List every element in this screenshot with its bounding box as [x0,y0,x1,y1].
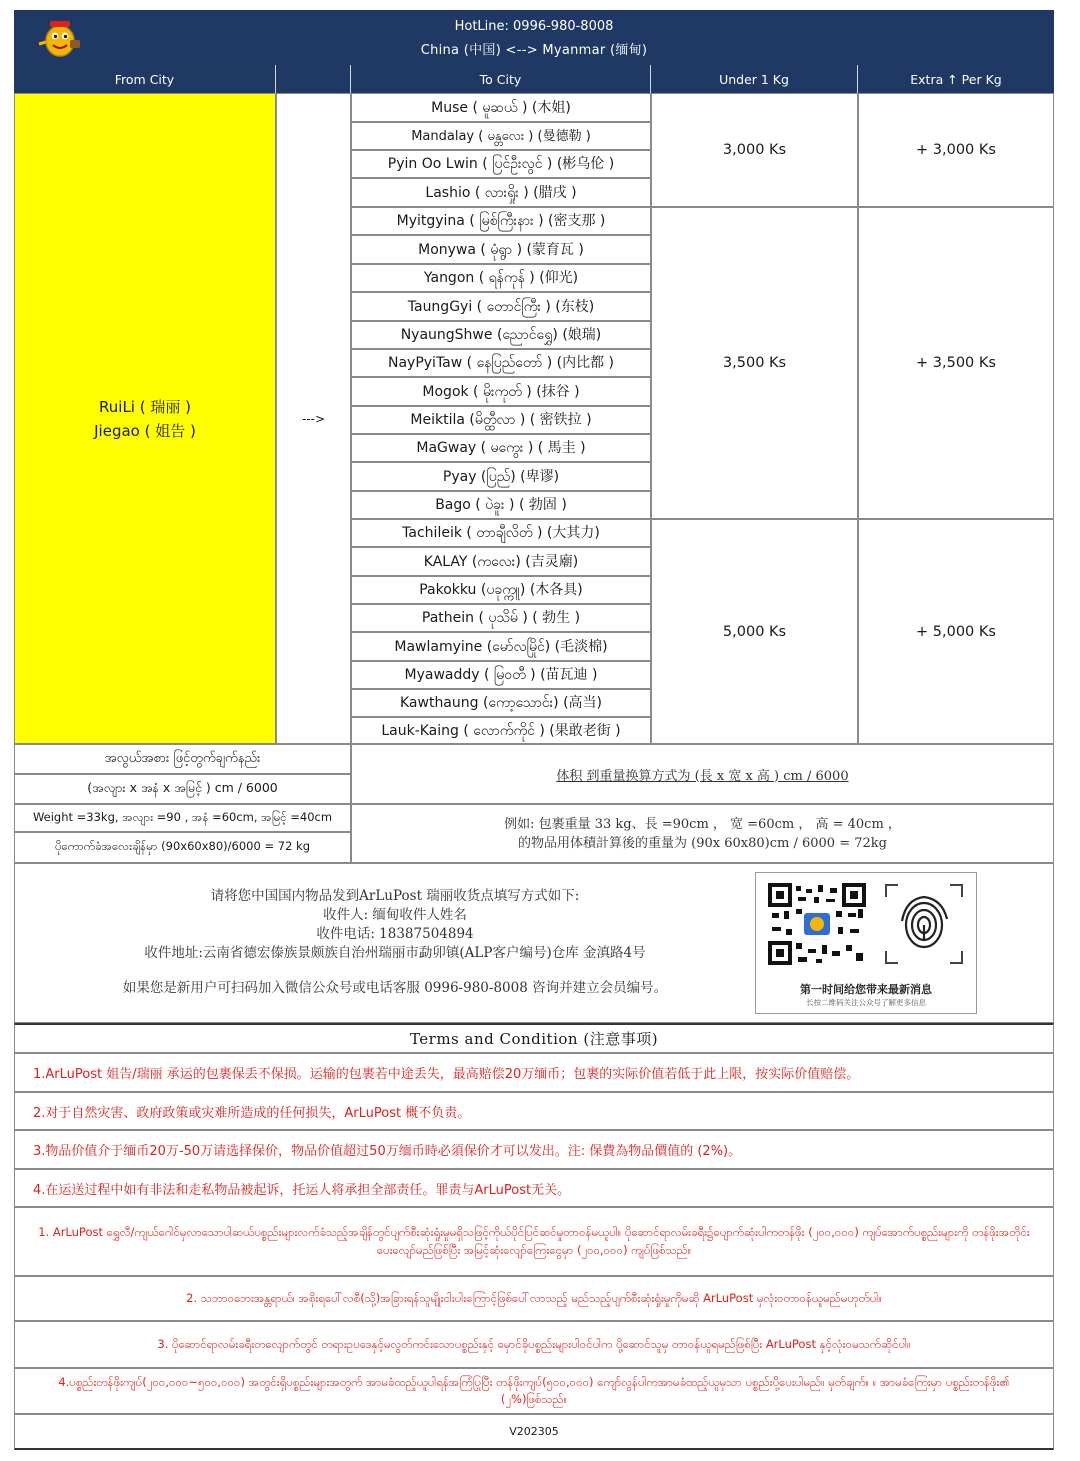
to-city: Kawthaung (ကော့သောင်း) (高当) [351,689,651,717]
address-recipient: 收件人: 缅甸收件人姓名 [323,907,467,923]
price-under-1kg: 5,000 Ks [651,519,858,744]
address-new-user-note: 如果您是新用户可扫码加入微信公众号或电话客服 0996-980-8008 咨询并建立会员编号。 [122,980,668,996]
to-city: Mawlamyine (မော်လမြိုင်) (毛淡棉) [351,632,651,661]
to-city: Pyin Oo Lwin ( ပြင်ဦးလွင် ) (彬乌伦 ) [351,150,651,178]
term-zh-2: 2.对于自然灾害、政府政策或灾难所造成的任何损失，ArLuPost 概不负责。 [14,1092,1054,1130]
price-extra-per-kg: + 3,500 Ks [858,207,1054,519]
qr-code-icon [768,883,866,965]
term-my-4: 4.ပစ္စည်းတန်ဖိုးကျပ်(၂၀၀,၀၀၀~၅၀၀,၀၀၀) အတွင်းရှိပစ္စည်းများအတွက် အာမခံထည့်ယူပါရန်အကြံပြုပြီး တန်ဖိုးကျပ်(၅၀၀,၀၀၀) ကျော်လွန်ပါကအာမခံထည့်ယူမှသာ ပစ္စည်းပို့ပေးပါမည်။ မှတ်ချက်။ ။ အာမခံကြေးမှာ ပစ္စည်းတန်ဖိုး၏ (၂%)ဖြစ်သည်။ [14,1368,1054,1414]
direction-arrow: ---> [276,93,351,744]
to-city: Mogok ( မိုးကုတ် ) (抹谷 ) [351,377,651,406]
rate-sheet [14,10,1054,1450]
route-label: China (中国) <--> Myanmar (缅甸) [420,43,648,58]
volume-example-my-2: ပိုကောက်ခံအလေးချိန်မှာ (90x60x80)/6000 = 72 kg [14,832,351,863]
from-city-ruili: RuiLi ( 瑞丽 ) [99,397,191,416]
hotline: HotLine: 0996-980-8008 [454,19,614,34]
to-city: Lauk-Kaing ( လောက်ကိုင် ) (果敢老街 ) [351,717,651,744]
price-under-1kg: 3,000 Ks [651,93,858,207]
to-city: Meiktila (မိတ္ထီလာ ) ( 密铁拉 ) [351,406,651,434]
to-city: NayPyiTaw ( နေပြည်တော် ) (内比都 ) [351,349,651,377]
col-to-city: To City [351,65,651,93]
to-city: NyaungShwe (ညောင်ရွှေ) (娘瑞) [351,321,651,349]
to-city: TaungGyi ( တောင်ကြီး ) (东枝) [351,292,651,321]
to-city: Pyay (ပြည်) (卑谬) [351,462,651,491]
qr-card [755,872,977,1014]
term-my-1: 1. ArLuPost ရွှေလီ/ကျယ်ဂေါင်မှလာသောပါဆယ်ပစ္စည်းများလက်ခံသည့်အချိန်တွင်ပျက်စီးဆုံးရှုံးမှုမရှိသဖြင့်ကိုယ်ပိုင်ပြင်ဆင်မှုတာဝန်မယူပါ။ ပိုဆောင်ရာလမ်းခရီး၌ပျောက်ဆုံးပါကတန်ဖိုး (၂၀၀,၀၀၀) ကျပ်အောက်ပစ္စည်းများကို တန်ဖိုးအတိုင်းပေးလျော်မည်ဖြစ်ပြီး အမြင့်ဆုံးလျော်ကြေးငွေမှာ (၂၀၀,၀၀၀) ကျပ်ဖြစ်သည်။ [14,1207,1054,1276]
volume-title-my: အလွယ်အစား ဖြင့်တွက်ချက်နည်း [14,744,351,774]
col-from-city: From City [14,65,276,93]
to-city: Yangon ( ရန်ကုန် ) (仰光) [351,264,651,292]
qr-caption: 第一时间给您带来最新消息 [800,983,932,996]
to-city: Lashio ( လားရှိုး ) (腊戌 ) [351,178,651,207]
address-phone: 收件电话: 18387504894 [316,926,474,942]
from-city-cell [14,93,276,744]
to-city: Myitgyina ( မြစ်ကြီးနား ) (密支那 ) [351,207,651,235]
qr-subcaption: 长按二维码关注公众号了解更多信息 [806,998,926,1007]
to-city: Myawaddy ( မြဝတီ ) (苗瓦迪 ) [351,661,651,689]
to-city: KALAY (ကလေး) (吉灵廟) [351,547,651,576]
to-city: Pakokku (ပခုက္ကူ) (木各具) [351,576,651,604]
to-city: MaGway ( မကွေး ) ( 馬圭 ) [351,434,651,462]
term-my-3: 3. ပိုဆောင်ရာလမ်းခရီးတလျောက်တွင် တရားဥပဒေနှင့်မလွတ်ကင်းသောပစ္စည်းနှင့် မှောင်ခိုပစ္စည်းများပါဝင်ပါက ပို့ဆောင်သူမှ တာဝန်ယူရမည်ဖြစ်ပြီး ArLuPost နှင့်လုံးဝမသက်ဆိုင်ပါ။ [14,1321,1054,1368]
col-under-1kg: Under 1 Kg [651,65,858,93]
to-city: Bago ( ပဲခူး ) ( 勃固 ) [351,491,651,519]
col-arrow [276,65,351,93]
to-city: Monywa ( မုံရွာ ) (蒙育瓦 ) [351,235,651,264]
to-city: Muse ( မူဆယ် ) (木姐) [351,93,651,122]
price-under-1kg: 3,500 Ks [651,207,858,519]
address-block [14,863,1054,1023]
term-zh-4: 4.在运送过程中如有非法和走私物品被起诉，托运人将承担全部责任。罪责与ArLuPost无关。 [14,1169,1054,1207]
to-city: Mandalay ( မန္တလေး ) (曼德勒 ) [351,122,651,150]
from-city-jiegao: Jiegao ( 姐告 ) [94,421,196,440]
volume-example-my-1: Weight =33kg, အလျား =90 , အနံ =60cm, အမြင့် =40cm [14,804,351,832]
fingerprint-scan-icon [884,883,964,965]
volume-example-zh-1: 例如: 包裹重量 33 kg、長 =90cm ， 宽 =60cm ， 高 = 40cm ， [504,816,901,832]
volume-formula-zh: 体积 到重量换算方式为 (長 x 宽 x 高 ) cm / 6000 [351,744,1054,804]
to-city: Pathein ( ပုသိမ် ) ( 勃生 ) [351,604,651,632]
terms-title: Terms and Condition (注意事项) [14,1023,1054,1053]
to-city: Tachileik ( တာချီလိတ် ) (大其力) [351,519,651,547]
address-location: 收件地址:云南省德宏傣族景颇族自治州瑞丽市勐卯镇(ALP客户编号)仓库 金滇路4号 [144,945,646,961]
term-zh-1: 1.ArLuPost 姐告/瑞丽 承运的包裹保丢不保损。运输的包裹若中途丢失，最高赔偿20万缅币；包裹的实际价值若低于此上限，按实际价值赔偿。 [14,1053,1054,1092]
term-zh-3: 3.物品价值介于缅币20万-50万请选择保价，物品价值超过50万缅币時必須保价才可以发出。注: 保費為物品價值的 (2%)。 [14,1130,1054,1169]
col-extra-per-kg: Extra ↑ Per Kg [858,65,1054,93]
price-extra-per-kg: + 3,000 Ks [858,93,1054,207]
header-bar [14,10,1054,65]
price-extra-per-kg: + 5,000 Ks [858,519,1054,744]
term-my-2: 2. သဘာဝဘေးအန္တရာယ်၊ အစိုးရပေါ်လစီ(သို့)အခြားရန်သူမျိုးငါးပါးကြောင့်ဖြစ်ပေါ်လာသည့် မည်သည့်ပျက်စီးဆုံးရှုံးမှုကိုမဆို ArLuPost မှလုံးဝတာဝန်ယူမည်မဟုတ်ပါ။ [14,1276,1054,1321]
address-intro: 请将您中国国内物品发到ArLuPost 瑞丽收货点填写方式如下: [210,888,580,904]
volume-formula-my: (အလျား x အနံ x အမြင့် ) cm / 6000 [14,774,351,804]
volume-example-zh [351,804,1054,863]
version-label: V202305 [14,1414,1054,1450]
volume-example-zh-2: 的物品用体積計算後的重量为 (90x 60x80)cm / 6000 = 72kg [518,835,887,851]
